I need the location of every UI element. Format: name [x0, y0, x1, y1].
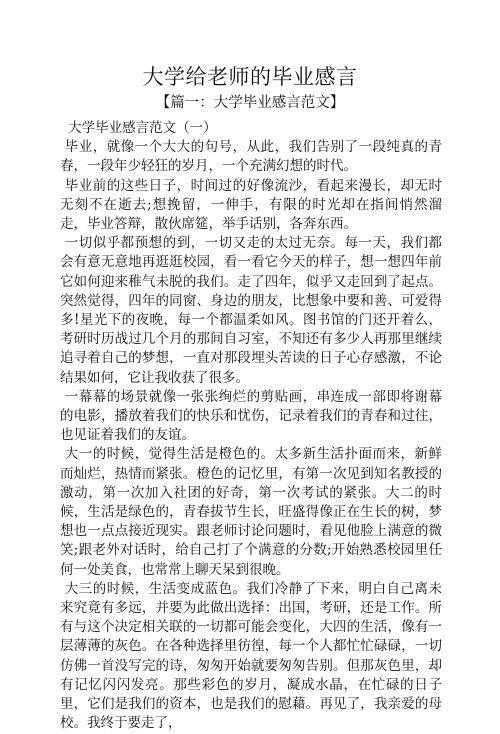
paragraph: 毕业前的这些日子，时间过的好像流沙，看起来漫长，却无时无刻不在逝去;想挽留，一伸手，有限的时光却在指间悄然溜走，毕业答辩，散伙席筵，举手话别，各奔东西。	[60, 177, 442, 233]
paragraph: 大一的时候，觉得生活是橙色的。太多新生活扑面而来，新鲜而灿烂，热情而紧张。橙色的记忆里，有第一次见到知名教授的激动，第一次加入社团的好奇，第一次考试的紧张。大二的时候，生活是绿色的，青春拔节生长，旺盛得像正在生长的树，梦想也一点点接近现实。跟老师讨论问题时，看见他脸上满意的微笑;跟老外对话时，给自己打了个满意的分数;开始熟悉校园里任何一处美食，也常常上聊天呆到很晚。	[60, 446, 442, 578]
paragraph: 毕业，就像一个大大的句号，从此，我们告别了一段纯真的青春，一段年少轻狂的岁月，一个充满幻想的时代。	[60, 139, 442, 175]
paragraph: 一切似乎都预想的到，一切又走的太过无奈。每一天，我们都会有意无意地再逛逛校园，看一看它今天的样子，想一想四年前它如何迎来稚气未脱的我们。走了四年，似乎又走回到了起点。突然觉得，四年的同窗、身边的朋友，比想象中要和善、可爱得多!星光下的夜晚，每一个都温柔如风。图书馆的门还开着么，考研时历战过几个月的那间自习室，不知还有多少人再那里继续追寻着自己的梦想，一直对那段埋头苦读的日子心存感激，不论结果如何，它让我收获了很多。	[60, 235, 442, 386]
paragraph: 大三的时候，生活变成蓝色。我们冷静了下来，明白自己离未来究竟有多远，并要为此做出选择：出国，考研，还是工作。所有与这个决定相关联的一切都可能会变化，大四的生活，像有一层薄薄的灰色。在各种选择里彷徨，每一个人都忙忙碌碌，一切仿佛一首没写完的诗，匆匆开始就要匆匆告别。但那灰色里，却有记忆闪闪发亮。那些彩色的岁月，凝成水晶，在忙碌的日子里，它们是我们的资本，也是我们的慰藉。再见了，我亲爱的母校。我终于要走了，	[60, 580, 442, 732]
section-heading: 大学毕业感言范文（一）	[68, 120, 217, 136]
paragraph: 一幕幕的场景就像一张张绚烂的剪贴画，串连成一部即将谢幕的电影，播放着我们的快乐和忧伤，记录着我们的青春和过往，也见证着我们的友谊。	[60, 388, 442, 444]
document-body	[60, 119, 442, 734]
document-subtitle: 【篇一：大学毕业感言范文】	[155, 95, 345, 111]
document-title: 大学给老师的毕业感言	[142, 65, 358, 89]
